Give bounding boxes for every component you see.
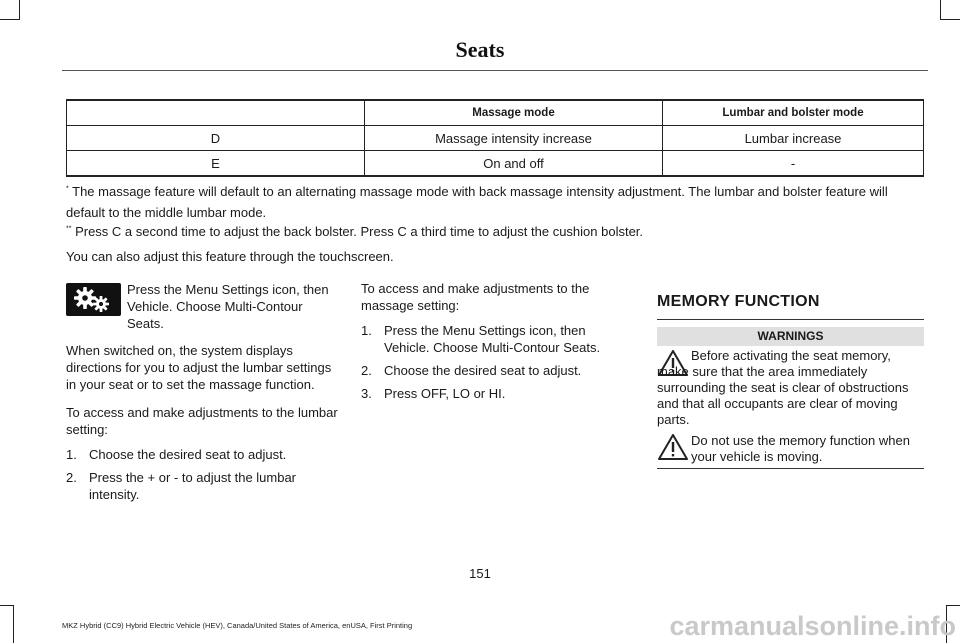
warning-text-moving: Do not use the memory function when your vehicle is moving. bbox=[691, 433, 910, 464]
list-text: Choose the desired seat to adjust. bbox=[384, 363, 582, 378]
table-cell: D bbox=[67, 126, 365, 151]
table-header-cell bbox=[67, 100, 365, 126]
page-number: 151 bbox=[469, 566, 491, 581]
footnote-marker: * bbox=[66, 185, 69, 193]
paragraph: To access and make adjustments to the lumbar setting: bbox=[66, 405, 338, 437]
paragraph: To access and make adjustments to the massage setting: bbox=[361, 281, 590, 313]
list-text: Press the + or - to adjust the lumbar intensity. bbox=[89, 470, 297, 502]
crop-mark-bottom-right-h bbox=[946, 605, 960, 606]
warning-text-seat-memory: Before activating the seat memory, make sure that the area immediately surrounding the seat is clear of obstructions and that all occupants are clear of moving parts. bbox=[657, 348, 909, 427]
massage-steps-list bbox=[361, 322, 623, 402]
list-number: 1. bbox=[361, 323, 372, 338]
table-row bbox=[67, 151, 924, 177]
icon-caption: Press the Menu Settings icon, then Vehicle. Choose Multi-Contour Seats. bbox=[127, 282, 329, 331]
section-title: MEMORY FUNCTION bbox=[657, 293, 820, 310]
footnote-1 bbox=[66, 181, 926, 223]
table-header-cell: Lumbar and bolster mode bbox=[663, 100, 924, 126]
list-number: 2. bbox=[361, 363, 372, 378]
settings-gear-icon bbox=[66, 283, 121, 316]
footnote-2 bbox=[66, 221, 926, 242]
warnings-rule-bottom bbox=[657, 468, 924, 469]
warnings-header: WARNINGS bbox=[657, 327, 924, 346]
footnote-marker: ** bbox=[66, 225, 72, 233]
list-item bbox=[66, 469, 338, 503]
list-text: Choose the desired seat to adjust. bbox=[89, 447, 287, 462]
list-item bbox=[361, 385, 623, 402]
crop-mark-top-left-h bbox=[0, 19, 20, 20]
list-number: 2. bbox=[66, 470, 77, 485]
watermark: carmanualsonline.info bbox=[669, 611, 956, 641]
crop-mark-bottom-left-h bbox=[0, 605, 14, 606]
crop-mark-top-left-v bbox=[19, 0, 20, 20]
list-number: 3. bbox=[361, 386, 372, 401]
warnings-rule-top bbox=[657, 319, 924, 320]
crop-mark-bottom-left-v bbox=[13, 605, 14, 643]
list-item bbox=[361, 322, 623, 356]
touchscreen-note: You can also adjust this feature through the touchscreen. bbox=[66, 249, 394, 264]
footnote-text: Press C a second time to adjust the back bolster. Press C a third time to adjust the cushion bolster. bbox=[75, 224, 644, 239]
warning-triangle-icon bbox=[657, 433, 689, 461]
crop-mark-top-right-v bbox=[940, 0, 941, 20]
list-item bbox=[66, 446, 338, 463]
left-column bbox=[66, 342, 338, 503]
page-title: Seats bbox=[455, 37, 505, 62]
table-row bbox=[67, 126, 924, 151]
list-text: Press the Menu Settings icon, then Vehicle. Choose Multi-Contour Seats. bbox=[384, 323, 601, 355]
paragraph: When switched on, the system displays directions for you to adjust the lumbar settings in your seat or to set the massage function. bbox=[66, 343, 332, 392]
table-header-row bbox=[67, 100, 924, 126]
header-rule bbox=[62, 70, 928, 71]
table-header-cell: Massage mode bbox=[365, 100, 663, 126]
lumbar-steps-list bbox=[66, 446, 338, 503]
list-number: 1. bbox=[66, 447, 77, 462]
list-text: Press OFF, LO or HI. bbox=[384, 386, 506, 401]
crop-mark-top-right-h bbox=[940, 19, 960, 20]
table-cell: On and off bbox=[365, 151, 663, 177]
middle-column bbox=[361, 280, 623, 402]
massage-mode-table bbox=[66, 99, 924, 177]
table-cell: Lumbar increase bbox=[663, 126, 924, 151]
table-cell: Massage intensity increase bbox=[365, 126, 663, 151]
table-cell: E bbox=[67, 151, 365, 177]
table-cell: - bbox=[663, 151, 924, 177]
footnote-text: The massage feature will default to an alternating massage mode with back massage intensity adjustment. The lumbar and bolster feature will default to the middle lumbar mode. bbox=[66, 184, 888, 220]
list-item bbox=[361, 362, 623, 379]
footer-text: MKZ Hybrid (CC9) Hybrid Electric Vehicle (HEV), Canada/United States of America, enUSA, First Printing bbox=[62, 621, 413, 630]
